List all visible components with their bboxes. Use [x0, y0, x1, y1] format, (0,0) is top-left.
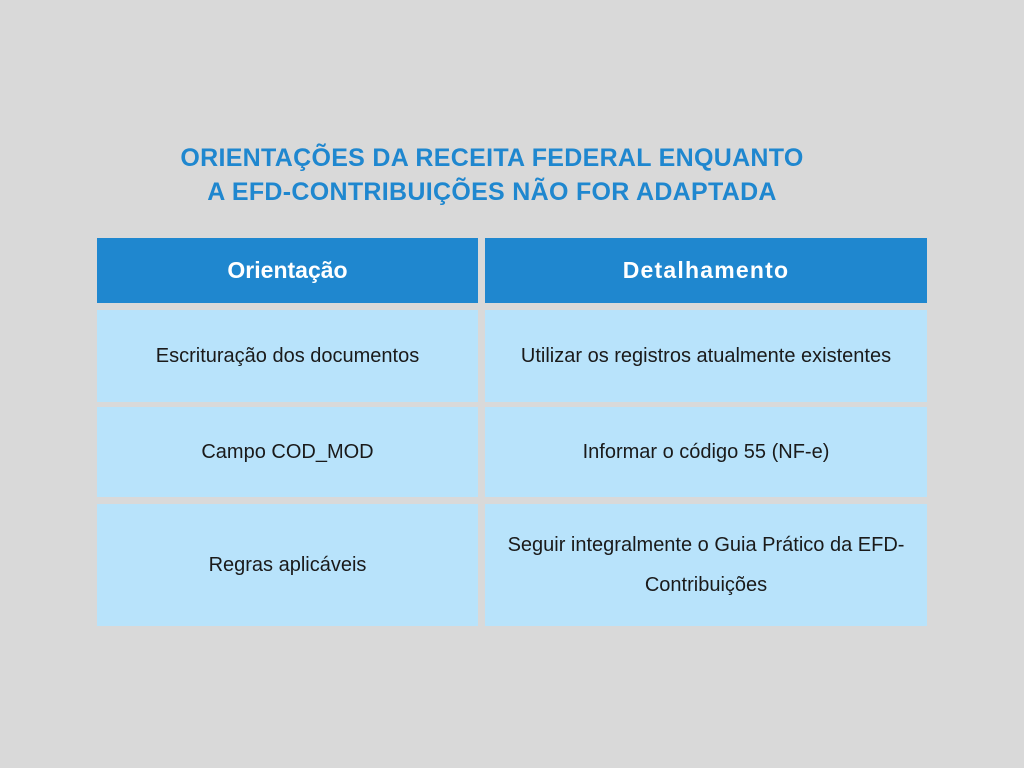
column-header-detalhamento	[485, 238, 927, 303]
cell-text: Regras aplicáveis	[208, 554, 367, 576]
column-header-label: Orientação	[227, 257, 348, 283]
cell-text: Informar o código 55 (NF-e)	[582, 441, 830, 463]
table-cell	[97, 310, 478, 402]
column-header-orientacao	[97, 238, 478, 303]
table-cell	[97, 407, 478, 497]
cell-text: Campo COD_MOD	[201, 441, 374, 463]
table-cell	[485, 504, 927, 626]
cell-text: Seguir integralmente o Guia Prático da EFD-Contribuições	[507, 534, 905, 596]
column-header-label: Detalhamento	[622, 257, 790, 283]
cell-text: Escrituração dos documentos	[155, 345, 420, 367]
title-line-1: ORIENTAÇÕES DA RECEITA FEDERAL ENQUANTO	[180, 144, 804, 172]
cell-text: Utilizar os registros atualmente existentes	[520, 345, 892, 367]
table-cell	[97, 504, 478, 626]
table-cell	[485, 310, 927, 402]
table-cell	[485, 407, 927, 497]
title-line-2: A EFD-CONTRIBUIÇÕES NÃO FOR ADAPTADA	[207, 178, 777, 206]
